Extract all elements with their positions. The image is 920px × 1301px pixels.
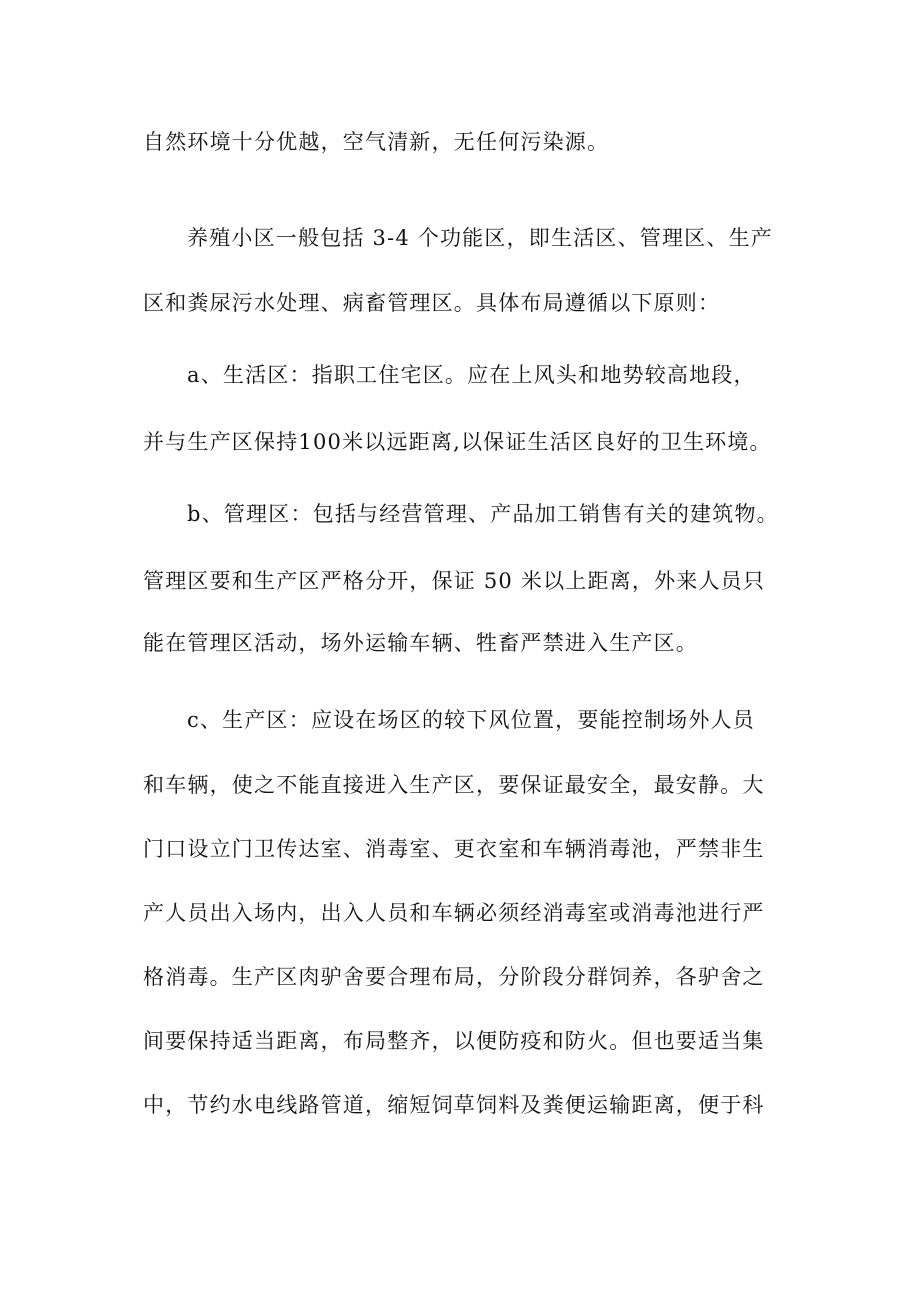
text-line: 自然环境十分优越，空气清新，无任何污染源。 bbox=[143, 130, 610, 154]
text-line: 门口设立门卫传达室、消毒室、更衣室和车辆消毒池，严禁非生 bbox=[143, 837, 765, 861]
text-line: 中，节约水电线路管道，缩短饲草饲料及粪便运输距离，便于科 bbox=[143, 1093, 765, 1117]
text-line: 管理区要和生产区严格分开，保证 50 米以上距离，外来人员只 bbox=[143, 569, 766, 593]
text-line: 产人员出入场内，出入人员和车辆必须经消毒室或消毒池进行严 bbox=[143, 901, 765, 925]
paragraph-first-line: a、生活区：指职工住宅区。应在上风头和地势较高地段， bbox=[187, 363, 756, 387]
text-line: 区和粪尿污水处理、病畜管理区。具体布局遵循以下原则： bbox=[143, 291, 721, 315]
paragraph-first-line: 养殖小区一般包括 3-4 个功能区，即生活区、管理区、生产 bbox=[187, 226, 773, 250]
paragraph-first-line: b、管理区：包括与经营管理、产品加工销售有关的建筑物。 bbox=[187, 502, 779, 526]
text-line: 能在管理区活动，场外运输车辆、牲畜严禁进入生产区。 bbox=[143, 631, 698, 655]
paragraph-first-line: c、生产区：应设在场区的较下风位置，要能控制场外人员 bbox=[187, 708, 755, 732]
text-line: 格消毒。生产区肉驴舍要合理布局，分阶段分群饲养，各驴舍之 bbox=[143, 965, 765, 989]
text-line: 间要保持适当距离，布局整齐，以便防疫和防火。但也要适当集 bbox=[143, 1029, 765, 1053]
text-line: 并与生产区保持100米以远距离,以保证生活区良好的卫生环境。 bbox=[143, 430, 772, 454]
text-line: 和车辆，使之不能直接进入生产区，要保证最安全，最安静。大 bbox=[143, 773, 765, 797]
